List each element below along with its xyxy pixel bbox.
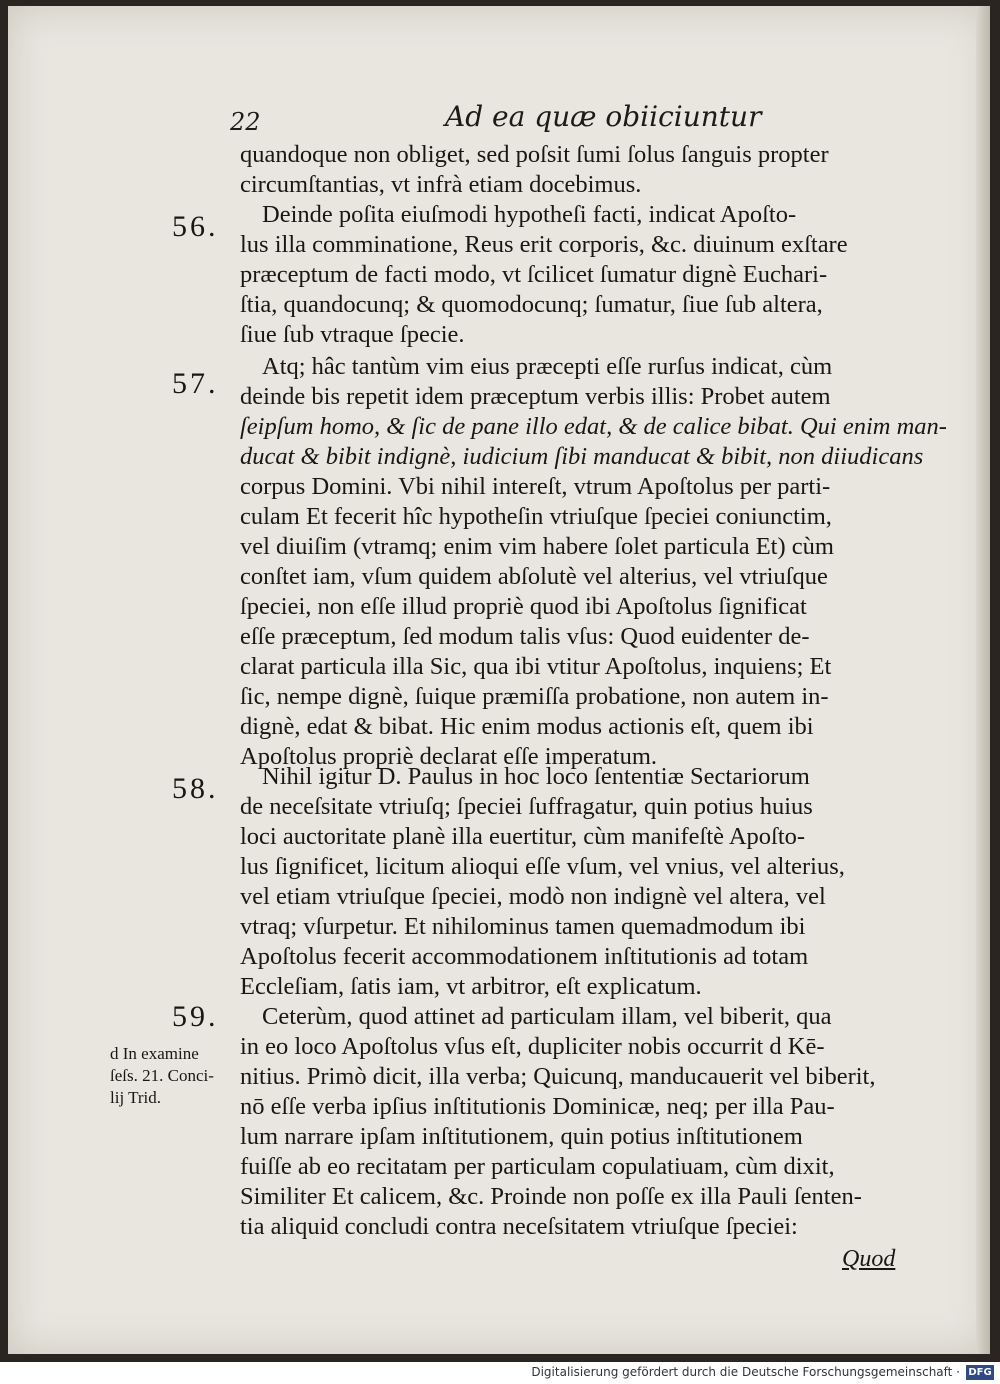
text-line: ſiue ſub vtraque ſpecie. — [240, 321, 465, 348]
section-number-58: 58. — [172, 772, 219, 805]
text-line: ſtia, quandocunq; & quomodocunq; ſumatur, ſiue ſub altera, — [240, 291, 823, 318]
text-line: ducat & bibit indignè, iudicium ſibi manducat & bibit, non diiudicans — [240, 443, 924, 470]
text-line: lum narrare ipſam inſtitutionem, quin potius inſtitutionem — [240, 1123, 803, 1150]
page-number: 22 — [230, 108, 261, 136]
text-line: deinde bis repetit idem præceptum verbis illis: Probet autem — [240, 383, 831, 410]
text-line: loci auctoritate planè illa euertitur, cùm manifeſtè Apoſto- — [240, 823, 806, 850]
running-head — [230, 100, 910, 138]
text-line: ſpeciei, non eſſe illud propriè quod ibi Apoſtolus ſignificat — [240, 593, 807, 620]
margin-note-line: lij Trid. — [110, 1088, 162, 1107]
text-line: dignè, edat & bibat. Hic enim modus actionis eſt, quem ibi — [240, 713, 814, 740]
text-line: Deinde poſita eiuſmodi hypotheſi facti, indicat Apoſto- — [262, 201, 797, 228]
text-line: Ceterùm, quod attinet ad particulam illam, vel biberit, qua — [262, 1003, 832, 1030]
text-line: Nihil igitur D. Paulus in hoc loco ſententiæ Sectariorum — [262, 763, 810, 790]
text-line: in eo loco Apoſtolus vſus eſt, dupliciter nobis occurrit d Kē- — [240, 1033, 825, 1060]
text-line: eſſe præceptum, ſed modum talis vſus: Quod euidenter de- — [240, 623, 810, 650]
text-line: lus illa comminatione, Reus erit corporis, &c. diuinum exſtare — [240, 231, 848, 258]
text-line: culam Et fecerit hîc hypotheſin vtriuſque ſpeciei coniunctim, — [240, 503, 832, 530]
text-line: præceptum de facti modo, vt ſcilicet ſumatur dignè Euchari- — [240, 261, 828, 288]
text-line: vel etiam vtriuſque ſpeciei, modò non indignè vel altera, vel — [240, 883, 826, 910]
text-line: ſic, nempe dignè, ſuique præmiſſa probatione, non autem in- — [240, 683, 829, 710]
text-line: Apoſtolus fecerit accommodationem inſtitutionis ad totam — [240, 943, 809, 970]
catchword: Quod — [842, 1246, 896, 1272]
margin-note-line: ſeſs. 21. Conci- — [110, 1066, 214, 1085]
text-line: Atq; hâc tantùm vim eius præcepti eſſe rurſus indicat, cùm — [262, 353, 833, 380]
text-line: quandoque non obliget, sed poſsit ſumi ſolus ſanguis propter — [240, 141, 829, 168]
text-line: Eccleſiam, ſatis iam, vt arbitror, eſt explicatum. — [240, 973, 702, 1000]
section-number-56: 56. — [172, 210, 219, 243]
text-line: ſeipſum homo, & ſic de pane illo edat, & de calice bibat. Qui enim man- — [240, 413, 947, 440]
footer-bar — [0, 1362, 1000, 1384]
text-line: corpus Domini. Vbi nihil intereſt, vtrum Apoſtolus per parti- — [240, 473, 831, 500]
funding-notice: Digitalisierung gefördert durch die Deutsche Forschungsgemeinschaft · — [531, 1365, 960, 1379]
text-line: fuiſſe ab eo recitatam per particulam copulatiuam, cùm dixit, — [240, 1153, 835, 1180]
text-line: Similiter Et calicem, &c. Proinde non poſſe ex illa Pauli ſenten- — [240, 1183, 862, 1210]
text-line: Apoſtolus propriè declarat eſſe imperatum. — [240, 743, 658, 770]
text-line: conſtet iam, vſum quidem abſolutè vel alterius, vel vtriuſque — [240, 563, 828, 590]
text-line: circumſtantias, vt infrà etiam docebimus. — [240, 171, 642, 198]
text-line: nō eſſe verba ipſius inſtitutionis Dominicæ, neq; per illa Pau- — [240, 1093, 835, 1120]
margin-note-line: d In examine — [110, 1044, 199, 1063]
dfg-logo: DFG — [966, 1365, 994, 1380]
text-line: nitius. Primò dicit, illa verba; Quicunq, manducauerit vel biberit, — [240, 1063, 876, 1090]
text-line: tia aliquid concludi contra neceſsitatem vtriuſque ſpeciei: — [240, 1213, 798, 1240]
section-number-57: 57. — [172, 367, 219, 400]
margin-note — [110, 1043, 240, 1109]
text-line: de neceſsitate vtriuſq; ſpeciei ſuffragatur, quin potius huius — [240, 793, 813, 820]
text-line: vtraq; vſurpetur. Et nihilominus tamen quemadmodum ibi — [240, 913, 806, 940]
page-edge — [976, 6, 990, 1354]
running-title: Ad ea quæ obiiciuntur — [445, 100, 762, 133]
section-number-59: 59. — [172, 1000, 219, 1033]
text-line: vel diuiſim (vtramq; enim vim habere ſolet particula Et) cùm — [240, 533, 834, 560]
text-line: lus ſignificet, licitum alioqui eſſe vſum, vel vnius, vel alterius, — [240, 853, 845, 880]
text-line: clarat particula illa Sic, qua ibi vtitur Apoſtolus, inquiens; Et — [240, 653, 832, 680]
